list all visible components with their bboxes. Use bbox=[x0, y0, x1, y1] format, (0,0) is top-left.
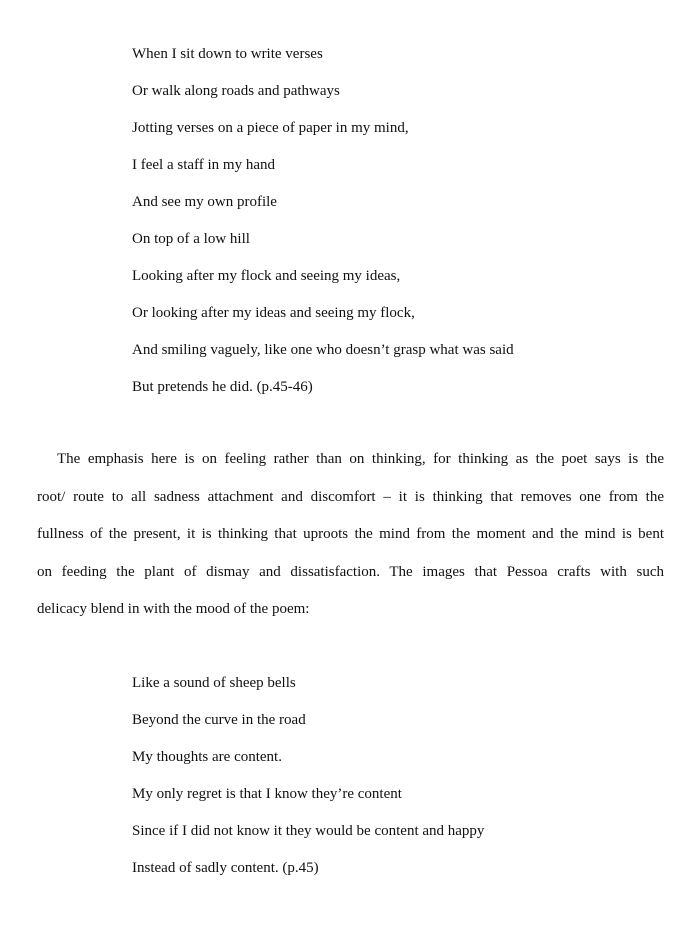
verse-line: Instead of sadly content. (p.45) bbox=[132, 860, 319, 876]
verse-block-2 bbox=[132, 673, 484, 895]
paragraph-line: root/ route to all sadness attachment and discomfort – it is thinking that removes one from the bbox=[37, 488, 664, 505]
paragraph-line: fullness of the present, it is thinking that uproots the mind from the moment and the mind is bent bbox=[37, 526, 664, 542]
verse-line: Looking after my flock and seeing my ideas, bbox=[132, 268, 401, 284]
verse-line: When I sit down to write verses bbox=[132, 46, 323, 62]
verse-line: Jotting verses on a piece of paper in my mind, bbox=[132, 120, 409, 136]
verse-line: On top of a low hill bbox=[132, 231, 250, 247]
verse-line: But pretends he did. (p.45-46) bbox=[132, 379, 313, 395]
paragraph-line: on feeding the plant of dismay and dissatisfaction. The images that Pessoa crafts with such bbox=[37, 563, 664, 580]
verse-line: My only regret is that I know they’re content bbox=[132, 786, 402, 802]
commentary-paragraph bbox=[37, 449, 664, 637]
verse-block-1 bbox=[132, 44, 514, 414]
verse-line: My thoughts are content. bbox=[132, 749, 282, 765]
verse-line: Since if I did not know it they would be content and happy bbox=[132, 823, 485, 839]
paragraph-line: delicacy blend in with the mood of the poem: bbox=[37, 601, 310, 617]
verse-line: Or looking after my ideas and seeing my flock, bbox=[132, 305, 415, 321]
verse-line: And see my own profile bbox=[132, 194, 277, 210]
verse-line: I feel a staff in my hand bbox=[132, 157, 276, 173]
verse-line: Like a sound of sheep bells bbox=[132, 675, 296, 691]
verse-line: And smiling vaguely, like one who doesn’t grasp what was said bbox=[132, 342, 514, 358]
verse-line: Beyond the curve in the road bbox=[132, 712, 306, 728]
verse-line: Or walk along roads and pathways bbox=[132, 83, 340, 99]
paragraph-line: The emphasis here is on feeling rather than on thinking, for thinking as the poet says is the bbox=[57, 451, 664, 467]
